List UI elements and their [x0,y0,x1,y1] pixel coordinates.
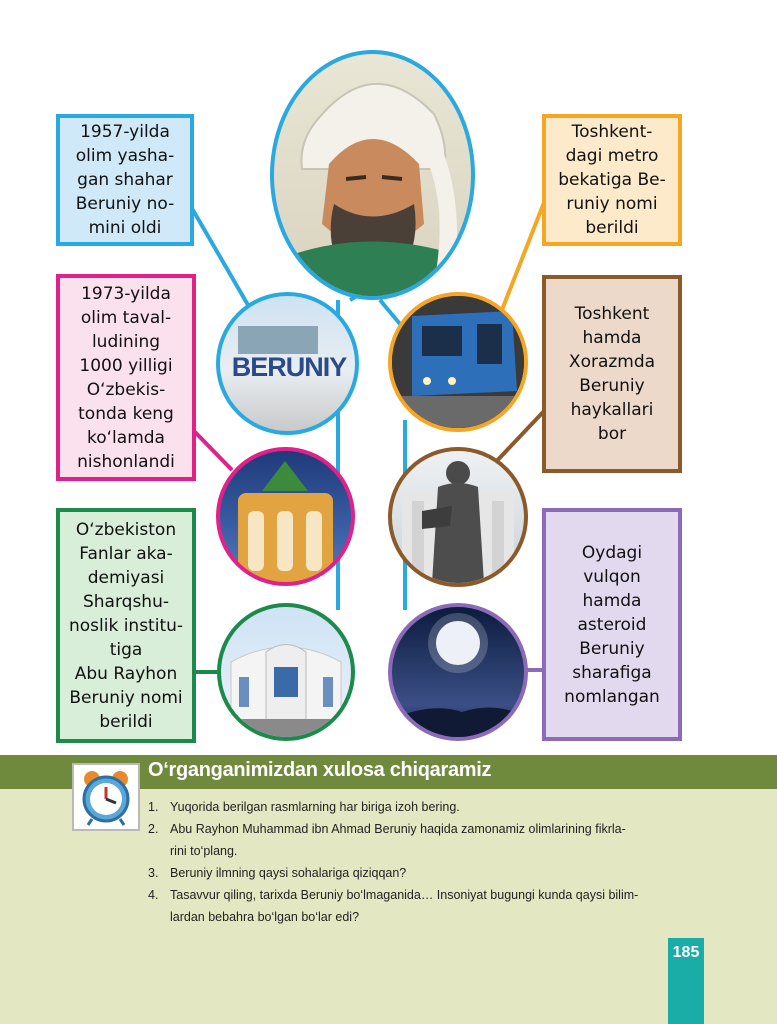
photo-beruniy-statue [388,447,528,587]
question-text: Beruniy ilmning qaysi sohalariga qiziqqan? [170,866,407,880]
city-sign-text: BERUNIY [231,352,347,382]
summary-title: O‘rganganimizdan xulosa chiqaramiz [148,759,492,781]
building-shape [238,326,318,354]
page-number: 185 [672,944,700,961]
question-number: 2. [148,822,159,836]
fact-box-statues: Toshkent hamda Xorazmda Beruniy haykallari bor [542,275,682,473]
question-number: 1. [148,800,159,814]
fact-box-city-name: 1957-yilda olim yasha- gan shahar Beruniy no- mini oldi [56,114,194,246]
fact-box-moon: Oydagi vulqon hamda asteroid Beruniy sharafiga nomlangan [542,508,682,741]
question-4 [148,884,690,928]
photo-mausoleum [216,447,355,586]
photo-beruniy-city-sign [216,292,359,435]
page-number-tab [668,938,704,1024]
photo-full-moon [388,603,528,741]
question-number: 3. [148,866,159,880]
question-text: Tasavvur qiling, tarixda Beruniy bo‘lmaganida… Insoniyat bugungi kunda qaysi bilim- lardan bebahra bo‘lgan bo‘lar edi? [170,888,639,924]
question-number: 4. [148,888,159,902]
question-1 [148,796,690,818]
fact-box-institute: O‘zbekiston Fanlar aka- demiyasi Sharqshu- noslik institu- tiga Abu Rayhon Beruniy nomi berildi [56,508,196,743]
beruniy-portrait [270,50,475,300]
fact-box-metro: Toshkent- dagi metro bekatiga Be- runiy nomi berildi [542,114,682,246]
question-3 [148,862,690,884]
question-text: Abu Rayhon Muhammad ibn Ahmad Beruniy haqida zamonamiz olimlarining fikrla- rini to‘plang. [170,822,626,858]
photo-institute-building [217,603,355,741]
photo-metro-train [388,292,528,432]
fact-box-anniversary: 1973-yilda olim taval- ludining 1000 yilligi O‘zbekis- tonda keng ko‘lamda nishonlandi [56,274,196,481]
alarm-clock-icon [72,763,140,831]
question-2 [148,818,690,862]
question-text: Yuqorida berilgan rasmlarning har biriga izoh bering. [170,800,460,814]
